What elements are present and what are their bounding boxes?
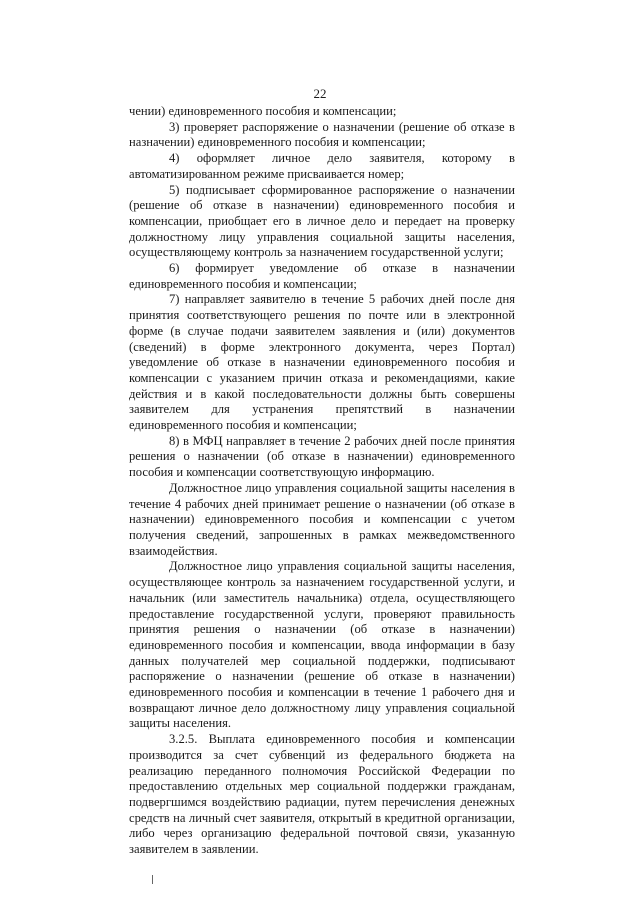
paragraph-item-4: 4) оформляет личное дело заявителя, которому в автоматизированном режиме присваивается номер; bbox=[129, 151, 515, 181]
paragraph-verification: Должностное лицо управления социальной защиты населения, осуществляющее контроль за назначением государственной услуги, и начальник (или заместитель начальника) отдела, осуществляющего предоставление государственной услуги, проверяют правильность принятия решения о назначении (об отказе в назначении) единовременного пособия и компенсации, ввода информации в базу данных получателей мер социальной поддержки, подписывают распоряжение о назначении (решение об отказе в назначении) единовременного пособия и компенсации в течение 1 рабочего дня и возвращают личное дело должностному лицу управления социальной защиты населения. bbox=[129, 559, 515, 731]
paragraph-item-7: 7) направляет заявителю в течение 5 рабочих дней после дня принятия соответствующего решения по почте или в электронной форме (в случае подачи заявителем заявления и (или) документов (сведений) в форме электронного документа, через Портал) уведомление об отказе в назначении единовременного пособия и компенсации с указанием причин отказа и рекомендациями, какие действия и в какой последовательности должны быть совершены заявителем для устранения препятствий в назначении единовременного пособия и компенсации; bbox=[129, 292, 515, 433]
paragraph-item-5: 5) подписывает сформированное распоряжение о назначении (решение об отказе в назначении) единовременного пособия и компенсации, приобщает его в личное дело и передает на проверку должностному лицу управления социальной защиты населения, осуществляющему контроль за назначением государственной услуги; bbox=[129, 182, 515, 260]
paragraph-item-3: 3) проверяет распоряжение о назначении (решение об отказе в назначении) единовременного пособия и компенсации; bbox=[129, 119, 515, 150]
document-body bbox=[129, 104, 515, 858]
margin-mark bbox=[152, 875, 153, 884]
paragraph-decision: Должностное лицо управления социальной защиты населения в течение 4 рабочих дней принимает решение о назначении (об отказе в назначении) единовременного пособия и компенсации с учетом получения сведений, запрошенных в рамках межведомственного взаимодействия. bbox=[129, 480, 515, 558]
paragraph-item-8: 8) в МФЦ направляет в течение 2 рабочих дней после принятия решения о назначении (об отказе в назначении) единовременного пособия и компенсации соответствующую информацию. bbox=[129, 433, 515, 480]
paragraph-section-3-2-5: 3.2.5. Выплата единовременного пособия и компенсации производится за счет субвенций из федерального бюджета на реализацию переданного полномочия Российской Федерации по предоставлению отдельных мер социальной поддержки гражданам, подвергшимся воздействию радиации, путем перечисления денежных средств на личный счет заявителя, открытый в кредитной организации, либо через организацию федеральной почтовой связи, указанную заявителем в заявлении. bbox=[129, 732, 515, 857]
paragraph-item-6: 6) формирует уведомление об отказе в назначении единовременного пособия и компенсации; bbox=[129, 261, 515, 291]
paragraph-continuation: чении) единовременного пособия и компенсации; bbox=[129, 104, 397, 118]
page-number: 22 bbox=[313, 86, 327, 101]
